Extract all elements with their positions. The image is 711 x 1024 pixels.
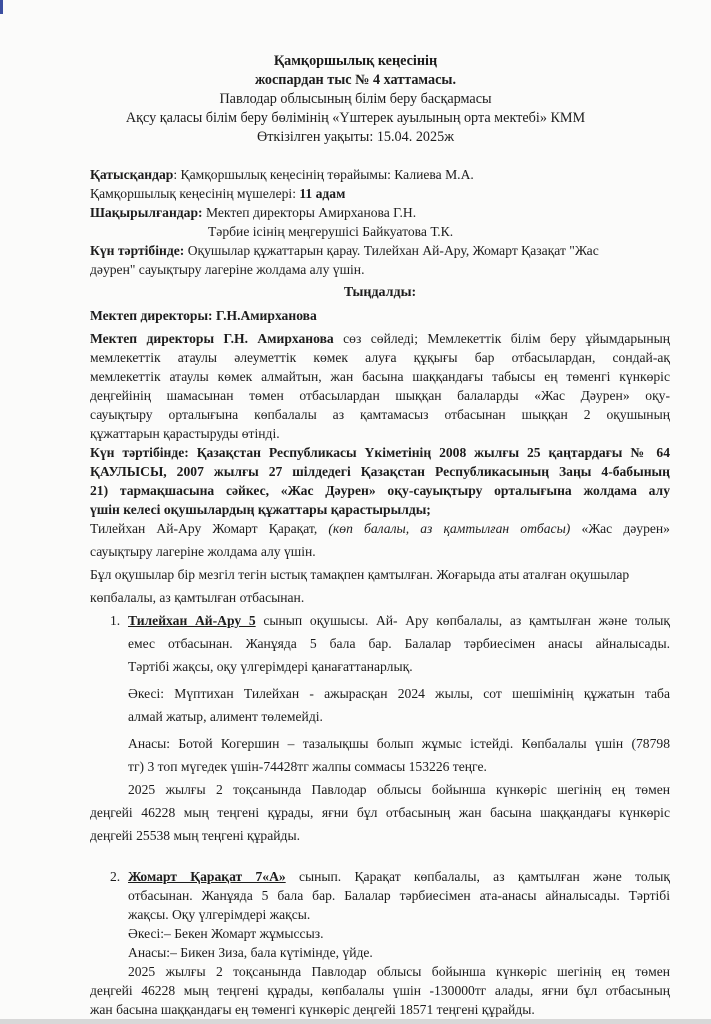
student-line: емес отбасынан. Жанұяда 5 бала бар. Балалар тәрбиесімен анасы айналысады. (128, 636, 670, 651)
students-line-2: сауықтыру лагеріне жолдама алу үшін. (90, 544, 316, 559)
income-line: деңгейі 25538 мың теңгені құрайды. (90, 828, 300, 843)
agenda-line-2: дәурен" сауықтыру лагеріне жолдама алу үшін. (90, 262, 365, 277)
income-line: жан басына шаққандағы ең төменгі күнкөріс деңгейі 18571 теңгені құрайды. (90, 1002, 535, 1017)
invited-line (90, 203, 670, 222)
speech-line-5: сауықтыру орталығына көпбалалы аз қамтамасыз отбасынан шыққан 2 оқушының (90, 407, 670, 422)
income-line: 2025 жылғы 2 тоқсанында Павлодар облысы бойынша күнкөріс шегінің ең төмен (128, 782, 670, 797)
agenda-text-1: Оқушылар құжаттарын қарау. Тилейхан Ай-Ару, Жомарт Қазақат "Жас (187, 243, 599, 258)
student-text: сынып. Қарақат көпбалалы, аз қамтылған және толық (285, 869, 670, 884)
invited-person-1: Мектеп директоры Амирханова Г.Н. (205, 205, 417, 220)
agenda2-line-1: Күн тәртібінде: Қазақстан Республикасы Үкіметінің 2008 жылғы 25 қаңтардағы № 64 (90, 445, 670, 460)
father-line: Әкесі: Мүптихан Тилейхан - ажырасқан 2024 жылы, сот шешімінің құжатын таба (128, 686, 670, 701)
income-line: 2025 жылғы 2 тоқсанында Павлодар облысы бойынша күнкөріс шегінің ең төмен (128, 964, 670, 979)
students-names: Тилейхан Ай-Ару Жомарт Қарақат, (90, 521, 318, 536)
participants-line (90, 165, 670, 184)
student-text: сынып оқушысы. Ай- Ару көпбалалы, аз қамтылған және толық (255, 613, 670, 628)
speech-line-6: құжаттарын қарастыруды өтінді. (90, 426, 280, 441)
student-name: Жомарт Қарақат 7«А» (128, 869, 286, 884)
student-name: Тилейхан Ай-Ару 5 (128, 613, 256, 628)
invited-person-2: Тәрбие ісінің меңгерушісі Байкуатова Т.К. (208, 224, 454, 239)
income-line: деңгейі 46228 мың теңгені құрады, яғни бұл отбасының жан басына шаққандағы күнкөріс (90, 805, 670, 820)
invited-label: Шақырылғандар: (90, 205, 203, 220)
speech-line-4: деңгейінің шамасынан төмен отбасылардан шыққан балаларды «Жас Дәурен» оқу- (90, 388, 670, 403)
date-value: 15.04. 2025ж (376, 129, 455, 145)
student-number: 1. (110, 613, 121, 628)
student-item-2 (90, 867, 670, 962)
members-count: 11 адам (299, 186, 346, 201)
document-header (0, 52, 711, 147)
speech-speaker: Мектеп директоры Г.Н. Амирханова (90, 331, 334, 346)
mother-line: тг) 3 топ мүгедек үшін-74428тг жалпы соммасы 153226 теңге. (128, 759, 487, 774)
student-line: жақсы. Оқу үлгерімдері жақсы. (128, 907, 311, 922)
father-line: алмай жатыр, алимент төлемейді. (128, 709, 323, 724)
agenda-line-1 (90, 241, 670, 260)
org-line-2: Ақсу қаласы білім беру бөлімінің «Үштерек ауылының орта мектебі» КММ (125, 110, 586, 126)
speech-line-3: мемлекеттік атаулы көмек алмайтын, жан басына шаққандағы табысы ең төменгі күнкөріс (90, 369, 670, 384)
agenda2-line-2: ҚАУЛЫСЫ, 2007 жылғы 27 шілдедегі Қазақстан Республикасының Заңы 4-бабының (90, 464, 670, 479)
student-number: 2. (110, 869, 121, 884)
heard-speaker: Мектеп директоры: Г.Н.Амирханова (90, 308, 317, 323)
participants-label: Қатысқандар (90, 167, 174, 182)
scan-edge-mark (0, 0, 3, 14)
father-line: Әкесі:– Бекен Жомарт жұмыссыз. (128, 926, 324, 941)
students-note: (көп балалы, аз қамтылған отбасы) (328, 521, 571, 536)
students-tail: «Жас дәурен» (581, 521, 670, 536)
agenda-label: Күн тәртібінде: (90, 243, 185, 258)
heard-heading: Тыңдалды: (343, 285, 417, 300)
income-line: деңгейі 46228 мың теңгені құрады, көпбалалы үшін -130000тг алады, яғни бұл отбасының (90, 983, 670, 998)
students-line (90, 519, 670, 538)
student-line (128, 611, 670, 630)
date-label: Өткізілген уақыты: (256, 129, 374, 145)
agenda2-line-4: үшін келесі оқушылардың құжаттары қарастырылды; (90, 502, 431, 517)
summary-line-2: көпбалалы, аз қамтылған отбасынан. (90, 590, 305, 605)
summary-line-1: Бұл оқушылар бір мезгіл тегін ыстық тамақпен қамтылған. Жоғарыда аты аталған оқушылар (90, 567, 630, 582)
title-line-2: жоспардан тыс № 4 хаттамасы. (254, 72, 457, 88)
scan-bottom-edge (0, 1019, 711, 1024)
mother-line: Анасы: Ботой Когершин – тазалықшы болып жұмыс істейді. Көпбалалы үшін (78798 (128, 736, 670, 751)
student-line: отбасынан. Жанұяда 5 бала бар. Балалар тәрбиесімен ата-анасы айналысады. Тәртібі (128, 888, 670, 903)
members-line (90, 184, 670, 203)
document-body (90, 165, 670, 1019)
members-text: Қамқоршылық кеңесінің мүшелері: (90, 186, 300, 201)
speech-line-2: мемлекеттік атаулы әлеуметтік көмек алуға құқығы бар отбасылардан, сондай-ақ (90, 350, 670, 365)
mother-line: Анасы:– Бикен Зиза, бала күтімінде, үйде. (128, 945, 373, 960)
participants-text: : Қамқоршылық кеңесінің төрайымы: Калиева М.А. (173, 167, 474, 182)
org-line-1: Павлодар облысының білім беру басқармасы (219, 91, 492, 107)
meeting-date (0, 128, 711, 147)
student-line: Тәртібі жақсы, оқу үлгерімдері қанағаттанарлық. (128, 659, 413, 674)
speech-line-1 (90, 329, 670, 348)
student-item-1 (90, 611, 670, 776)
speech-text-1: сөз сөйледі; Мемлекеттік білім беру ұйымдарының (333, 331, 670, 346)
title-line-1: Қамқоршылық кеңесінің (273, 53, 438, 69)
student-line (128, 867, 670, 886)
agenda2-line-3: 21) тармақшасына сәйкес, «Жас Дәурен» оқу-сауықтыру орталығына жолдама алу (90, 483, 670, 498)
